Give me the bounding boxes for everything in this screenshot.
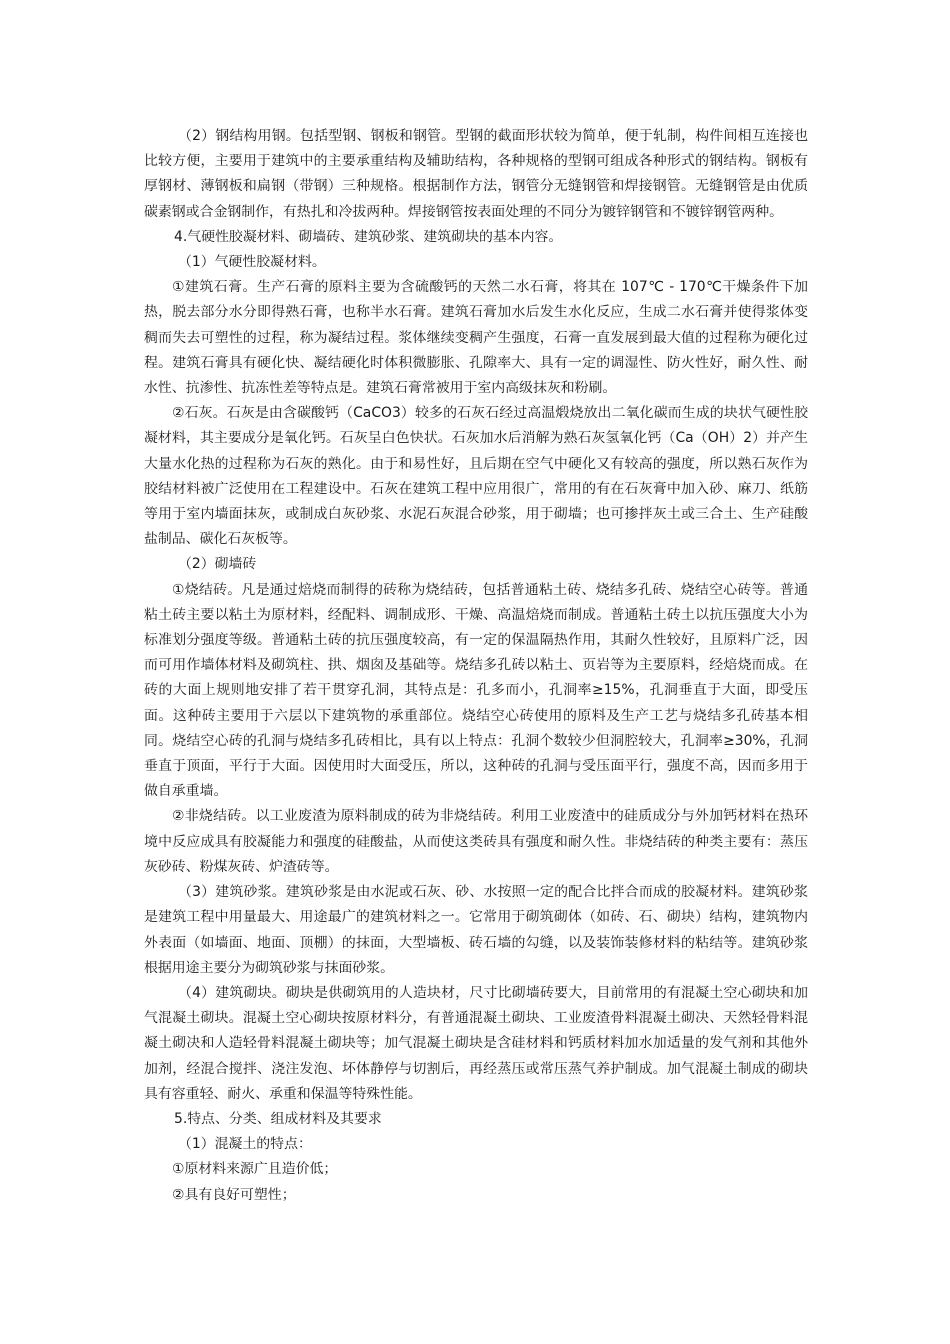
paragraph-gypsum: ①建筑石膏。生产石膏的原料主要为含硫酸钙的天然二水石膏，将其在 107℃ - 170℃干燥条件下加热，脱去部分水分即得熟石膏，也称半水石膏。建筑石膏加水后发生水化反应，生成二水石膏并使得浆体变稠而失去可塑性的过程，称为凝结过程。浆体继续变稠产生强度，石膏一直发展到最大值的过程称为硬化过程。建筑石膏具有硬化快、凝结硬化时体积微膨胀、孔隙率大、具有一定的调湿性、防火性好，耐久性、耐水性、抗渗性、抗冻性差等特点是。建筑石膏常被用于室内高级抹灰和粉刷。 — [144, 279, 808, 397]
paragraph-lime: ②石灰。石灰是由含碳酸钙（CaCO3）较多的石灰石经过高温煅烧放出二氧化碳而生成的块状气硬性胶凝材料，其主要成分是氧化钙。石灰呈白色快状。石灰加水后消解为熟石灰氢氧化钙（Ca（OH）2）并产生大量水化热的过程称为石灰的熟化。由于和易性好，且后期在空气中硬化又有较高的强度，所以熟石灰作为胶结材料被广泛使用在工程建设中。石灰在建筑工程中应用很广，常用的有在石灰膏中加入砂、麻刀、纸筋等用于室内墙面抹灰，或制成白灰砂浆、水泥石灰混合砂浆，用于砌墙；也可掺拌灰土或三合土、生产硅酸盐制品、碳化石灰板等。 — [144, 405, 808, 548]
subsection-heading-brick: （2）砌墙砖 — [178, 556, 257, 573]
subsection-heading-air-hardening: （1）气硬性胶凝材料。 — [178, 254, 326, 271]
paragraph-steel-structure: （2）钢结构用钢。包括型钢、钢板和钢管。型钢的截面形状较为简单，便于轧制，构件间相互连接也比较方便，主要用于建筑中的主要承重结构及辅助结构，各种规格的型钢可组成各种形式的钢结构。钢板有厚钢材、薄钢板和扁钢（带钢）三种规格。根据制作方法，钢管分无缝钢管和焊接钢管。无缝钢管是由优质碳素钢或合金钢制作，有热扎和冷拔两种。焊接钢管按表面处理的不同分为镀锌钢管和不镀锌钢管两种。 — [144, 128, 808, 220]
paragraph-block: （4）建筑砌块。砌块是供砌筑用的人造块材，尺寸比砌墙砖要大，目前常用的有混凝土空心砌块和加气混凝土砌块。混凝土空心砌块按原材料分，有普通混凝土砌块、工业废渣骨料混凝土砌决、天然轻骨料混凝土砌决和人造轻骨料混凝土砌块等；加气混凝土砌块是含硅材料和钙质材料加水加适量的发气剂和其他外加剂，经混合搅拌、浇注发泡、坏体静停与切割后，再经蒸压或常压蒸气养护制成。加气混凝土制成的砌块具有容重轻、耐火、承重和保温等特殊性能。 — [144, 984, 808, 1102]
list-item-concrete-1: ①原材料来源广且造价低； — [172, 1161, 338, 1178]
section-heading-5: 5.特点、分类、组成材料及其要求 — [174, 1110, 382, 1127]
subsection-heading-concrete: （1）混凝土的特点： — [178, 1136, 312, 1153]
paragraph-fired-brick: ①烧结砖。凡是通过焙烧而制得的砖称为烧结砖，包括普通粘土砖、烧结多孔砖、烧结空心砖等。普通粘土砖主要以粘土为原材料，经配料、调制成形、干燥、高温焙烧而制成。普通粘土砖土以抗压强度大小为标准划分强度等级。普通粘土砖的抗压强度较高，有一定的保温隔热作用，其耐久性较好，且原料广泛，因而可用作墙体材料及砌筑柱、拱、烟囱及基础等。烧结多孔砖以粘土、页岩等为主要原料，经焙烧而成。在砖的大面上规则地安排了若干贯穿孔洞，其特点是：孔多而小，孔洞率≥15%，孔洞垂直于大面，即受压面。这种砖主要用于六层以下建筑物的承重部位。烧结空心砖使用的原料及生产工艺与烧结多孔砖基本相同。烧结空心砖的孔洞与烧结多孔砖相比，具有以上特点：孔洞个数较少但洞腔较大，孔洞率≥30%，孔洞垂直于顶面，平行于大面。因使用时大面受压，所以，这种砖的孔洞与受压面平行，强度不高，因而多用于做自承重墙。 — [144, 581, 808, 800]
section-heading-4: 4.气硬性胶凝材料、砌墙砖、建筑砂浆、建筑砌块的基本内容。 — [174, 228, 563, 245]
list-item-concrete-2: ②具有良好可塑性； — [172, 1186, 296, 1203]
document-body — [144, 124, 808, 1208]
paragraph-mortar: （3）建筑砂浆。建筑砂浆是由水泥或石灰、砂、水按照一定的配合比拌合而成的胶凝材料。建筑砂浆是建筑工程中用量最大、用途最广的建筑材料之一。它常用于砌筑砌体（如砖、石、砌块）结构，建筑物内外表面（如墙面、地面、顶棚）的抹面，大型墙板、砖石墙的勾缝，以及装饰装修材料的粘结等。建筑砂浆根据用途主要分为砌筑砂浆与抹面砂浆。 — [144, 884, 808, 976]
paragraph-non-fired-brick: ②非烧结砖。以工业废渣为原料制成的砖为非烧结砖。利用工业废渣中的硅质成分与外加钙材料在热环境中反应成具有胶凝能力和强度的硅酸盐，从而使这类砖具有强度和耐久性。非烧结砖的种类主要有：蒸压灰砂砖、粉煤灰砖、炉渣砖等。 — [144, 808, 808, 875]
